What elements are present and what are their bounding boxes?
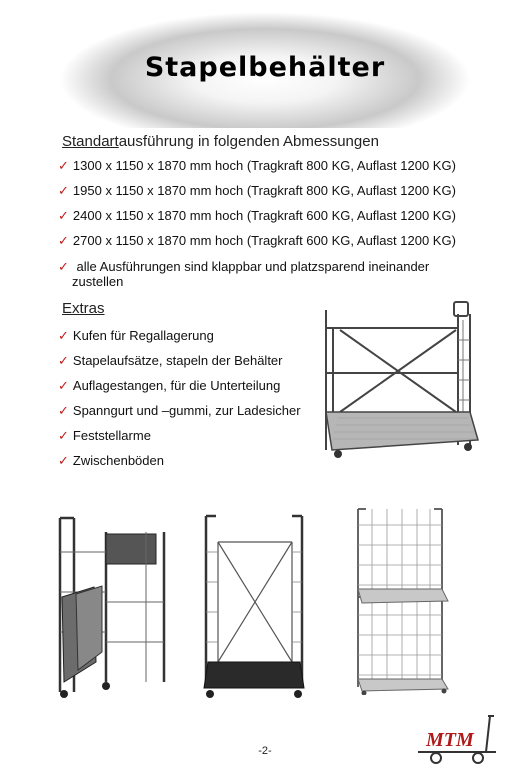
- list-item-text: Stapelaufsätze, stapeln der Behälter: [72, 353, 283, 368]
- photo-stacked-containers: [352, 505, 462, 695]
- check-icon: ✓: [58, 353, 69, 368]
- list-item-continuation: zustellen: [72, 274, 124, 289]
- list-item-text: Auflagestangen, für die Unterteilung: [72, 378, 281, 393]
- check-icon: ✓: [58, 208, 69, 223]
- page-number: -2-: [258, 745, 272, 757]
- list-item: [58, 428, 151, 443]
- extras-heading-text: Extras: [62, 300, 105, 317]
- standard-heading-rest: ausführung in folgenden Abmessungen: [118, 133, 379, 150]
- list-item-text: Kufen für Regallagerung: [72, 328, 214, 343]
- page-title: Stapelbehälter: [144, 52, 386, 83]
- check-icon: ✓: [58, 233, 69, 248]
- list-item-text: Spanngurt und –gummi, zur Ladesicher: [72, 403, 301, 418]
- standard-heading-underlined: Standart: [62, 133, 119, 150]
- list-item-text: 2700 x 1150 x 1870 mm hoch (Tragkraft 600 KG, Auflast 1200 KG): [72, 233, 456, 248]
- check-icon: ✓: [58, 378, 69, 393]
- list-item-text: 1300 x 1150 x 1870 mm hoch (Tragkraft 800 KG, Auflast 1200 KG): [72, 158, 456, 173]
- check-icon: ✓: [58, 259, 69, 274]
- standard-heading: [62, 133, 379, 150]
- check-icon: ✓: [58, 403, 69, 418]
- check-icon: ✓: [58, 428, 69, 443]
- photo-folded-container: [46, 512, 186, 700]
- list-item: [58, 453, 164, 468]
- list-item: [58, 233, 456, 248]
- list-item-text: Zwischenböden: [72, 453, 164, 468]
- list-item: [58, 183, 456, 198]
- list-item-text: Feststellarme: [72, 428, 151, 443]
- check-icon: ✓: [58, 453, 69, 468]
- logo-text: MTM: [426, 729, 474, 751]
- check-icon: ✓: [58, 328, 69, 343]
- list-item: [58, 158, 456, 173]
- mtm-logo: [414, 712, 506, 764]
- list-item: [58, 403, 301, 418]
- list-item: [58, 353, 283, 368]
- extras-heading: [62, 300, 105, 317]
- photo-tall-container: [198, 512, 318, 702]
- list-item: [58, 378, 280, 393]
- photo-wide-container: [318, 300, 483, 462]
- list-item-text: 1950 x 1150 x 1870 mm hoch (Tragkraft 800 KG, Auflast 1200 KG): [72, 183, 456, 198]
- list-item: [58, 328, 214, 343]
- check-icon: ✓: [58, 158, 69, 173]
- check-icon: ✓: [58, 183, 69, 198]
- list-item: [58, 208, 456, 223]
- list-item-text: 2400 x 1150 x 1870 mm hoch (Tragkraft 600 KG, Auflast 1200 KG): [72, 208, 456, 223]
- list-item-text: alle Ausführungen sind klappbar und platzsparend ineinander: [76, 259, 430, 274]
- list-item: [58, 259, 429, 274]
